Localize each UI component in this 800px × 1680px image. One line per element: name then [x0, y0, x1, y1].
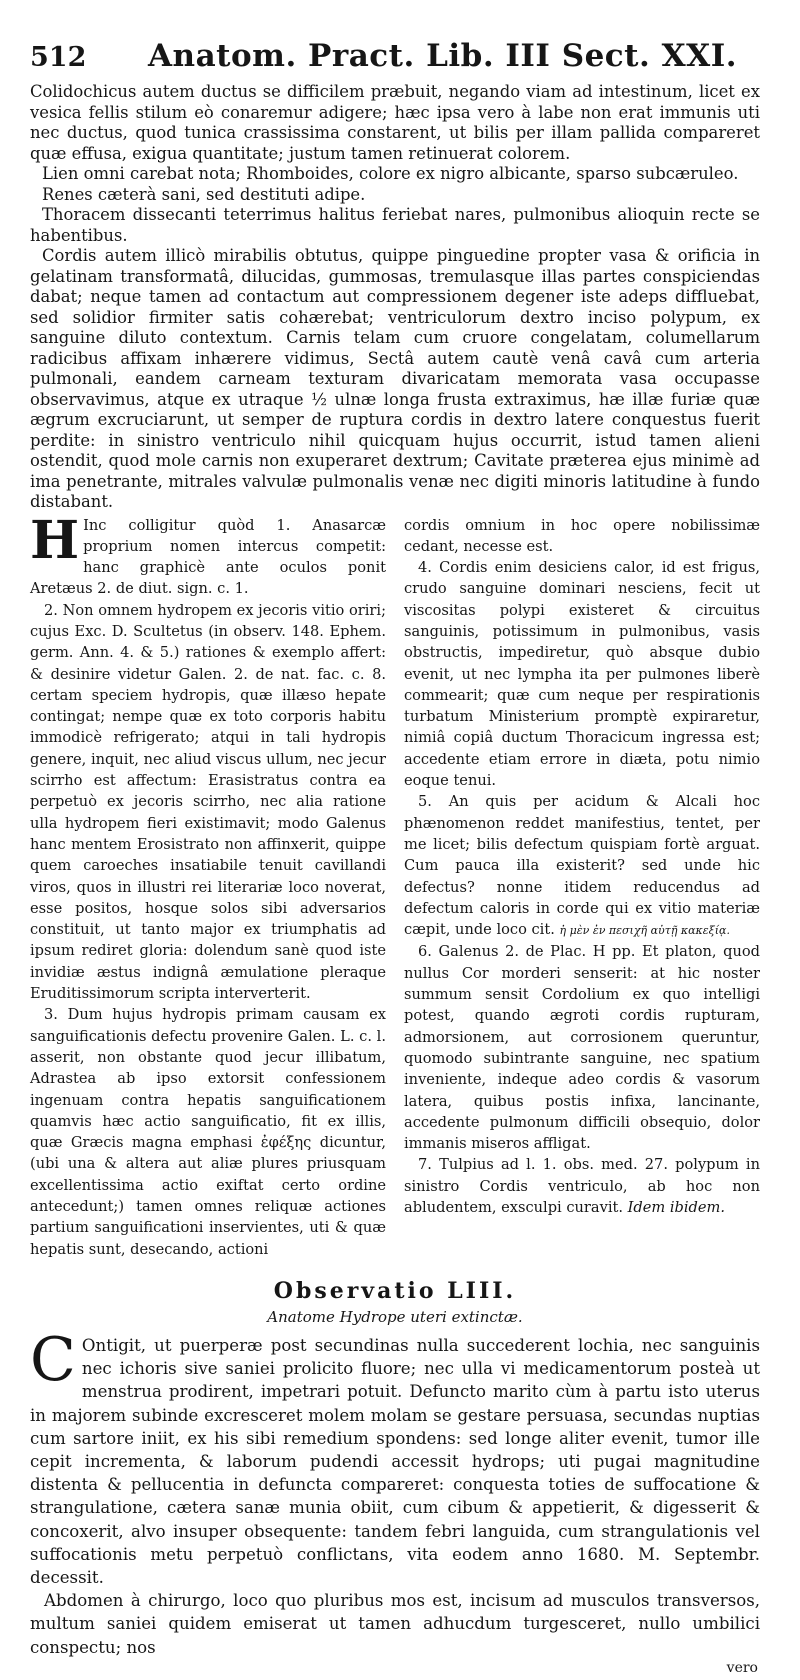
- left-para-1-text: Inc colligitur quòd 1. Anasarcæ proprium nomen intercus competit: hanc graphicè ante oculos ponit Aretæus 2. de diut. sign. c. 1.: [30, 516, 386, 598]
- right-para-3: [404, 791, 760, 941]
- right-para-3-text: 5. An quis per acidum & Alcali hoc phænomenon reddet manifestius, tentet, per me licet; bilis defectum quispiam fortè arguat. Cum pauca illa existerit? sed unde hic defectus? nonne itidem reducendus ad defectum caloris in corde qui ex vitio materiæ cæpit, unde loco cit.: [404, 793, 760, 939]
- observation-para-1: [30, 1324, 760, 1589]
- running-title: Anatom. Pract. Lib. III Sect. XXI.: [148, 38, 737, 74]
- right-para-2: 4. Cordis enim desiciens calor, id est frigus, crudo sanguine dominari nesciens, fecit ut viscositas polypi existeret & circuitus sanguinis, potissimum in pulmonibus, vasis obstructis, impediretur, quò absque dubio evenit, ut nec lympha ita per pulmones liberè commearit; quæ cum neque per respirationis turbatum Ministerium promptè expiraretur, nimiâ copiâ ductum Thoracicum ingressa est; accedente etiam errore in diæta, potu nimio eoque tenui.: [404, 559, 760, 790]
- paragraph-cordis: Cordis autem illicò mirabilis obtutus, quippe pinguedine propter vasa & orificia in gelatinam transformatâ, dilucidas, gummosas, tremulasque illas partes conspiciendas dabat; neque tamen ad contactum aut compressionem degener iste adeps diffluebat, sed solidior firmiter satis cohærebat; ventriculorum dextro inciso polypum, ex sanguine diluto contextum. Carnis telam cum cruore congelatam, columellarum radicibus affixam inhærere vidimus, Sectâ autem cautè venâ cavâ cum arteria pulmonali, eandem carneam texturam divaricatam memorata vasa occupasse observavimus, atque ex utraque ½ ulnæ longa frusta extraximus, hæ illæ furiæ quæ ægrum excruciarunt, ut semper de ruptura cordis in dextro latere conquestus fuerit perdite: in sinistro ventriculo nihil quicquam hujus occurrit, istud tamen alieni ostendit, quod mole carnis non exuperaret dextrum; Cavitate præterea ejus minimè ad ima penetrante, mitrales valvulæ pulmonalis venæ nec digiti minoris latitudine à fundo distabant.: [30, 246, 760, 511]
- left-para-2: 2. Non omnem hydropem ex jecoris vitio oriri; cujus Exc. D. Scultetus (in observ. 148. Ephem. germ. Ann. 4. & 5.) rationes & exemplo affert: & desinire videtur Galen. 2. de nat. fac. c. 8. certam speciem hydropis, quæ illæso hepate contingat; nempe quæ ex toto corporis habitu immodicè refrigerato; atqui in tali hydropis genere, inquit, nec aliud viscus ullum, nec jecur scirrho est affectum: Erasistratus contra ea perpetuò ex jecoris scirrho, nec alia ratione ulla hydropem fieri existimavit; modo Galenus hanc mentem Erosistrato non affinxerit, quippe quem caroeches insatiabile tenuit cavillandi viros, quos in illustri rei literariæ loco noverat, esse positos, hosque solos sibi adversarios constituit, ut tanto major ex triumphatis ad ipsum rediret gloria: dolendum sanè quod iste invidiæ æstus indignâ æmulatione pleraque Eruditissimorum scripta interverterit.: [30, 601, 386, 1003]
- idem-ibidem: Idem ibidem.: [627, 1199, 726, 1216]
- dropcap-c: C: [30, 1324, 76, 1395]
- right-column: [404, 515, 760, 1260]
- observation-para-2: Abdomen à chirurgo, loco quo pluribus mos est, incisum ad musculos transversos, multum saniei quidem emiserat ut tamen adhucdum turgesceret, nullo umbilici conspectu; nos: [30, 1591, 760, 1657]
- observation-heading: Observatio LIII.: [273, 1277, 517, 1304]
- right-para-5: [404, 1154, 760, 1218]
- right-para-4: 6. Galenus 2. de Plac. H pp. Et platon, quod nullus Cor morderi senserit: at hic noster summum sensit Cordolium ex quo intelligi potest, quando ægroti cordis rupturam, admorsionem, aut corrosionem queruntur, quomodo subintrante sanguine, nec spatium inveniente, indeque adeo cordis & vasorum latera, quibus postis infixa, lancinante, accedente pulmonum difficili obsequio, dolor immanis miseros affligat.: [404, 943, 760, 1153]
- greek-quote: ἡ μὲν ἐν πεσιχῆ αὐτῇ κακεξίᾳ.: [559, 924, 730, 938]
- dropcap-h: H: [30, 509, 80, 571]
- two-column-section: [30, 509, 760, 1260]
- paragraph-renes: Renes cæterà sani, sed destituti adipe.: [42, 184, 366, 204]
- left-para-3: 3. Dum hujus hydropis primam causam ex sanguificationis defectu provenire Galen. L. c. l. asserit, non obstante quod jecur illibatum, Adrastea ab ipso extorsit confessionem ingenuam contra hepatis sanguificationem quamvis hæc actio sanguificatio, fit ex illis, quæ Græcis magna emphasi ἐφέξης dicuntur, (ubi una & altera aut aliæ plures priusquam excellentissima actio exiftat certo ordine antecedunt;) tamen omnes reliquæ actiones partium sanguificationi inservientes, uti & quæ hepatis sunt, desecando, actioni: [30, 1006, 386, 1258]
- right-para-5-text: 7. Tulpius ad l. 1. obs. med. 27. polypum in sinistro Cordis ventriculo, ab hoc non abludentem, exsculpi curavit.: [404, 1156, 760, 1216]
- left-para-1: [30, 509, 386, 600]
- right-para-1: cordis omnium in hoc opere nobilissimæ cedant, necesse est.: [404, 516, 760, 555]
- observation-subtitle: Anatome Hydrope uteri extinctæ.: [267, 1307, 523, 1326]
- page-number: 512: [30, 42, 87, 73]
- running-head: [30, 38, 760, 78]
- top-text-block: [30, 82, 760, 513]
- paragraph-lien: Lien omni carebat nota; Rhomboides, colore ex nigro albicante, sparso subcæruleo.: [42, 164, 739, 183]
- paragraph-thoracem: Thoracem dissecanti teterrimus halitus feriebat nares, pulmonibus alioquin recte se habentibus.: [30, 205, 760, 245]
- paragraph-colidochicus: Colidochicus autem ductus se difficilem præbuit, negando viam ad intestinum, licet ex vesica fellis stilum eò conaremur adigere; hæc ipsa vero à labe non erat immunis uti nec ductus, quod tunica crassissima constarent, ut bilis per illam pallida compareret quæ effusa, exigua quantitate; justum tamen retinuerat colorem.: [30, 82, 760, 163]
- left-column: [30, 509, 386, 1260]
- catchword: vero: [726, 1659, 758, 1676]
- observation-para-1-text: Ontigit, ut puerperæ post secundinas nulla succederent lochia, nec sanguinis nec ichoris sive saniei prolicito fluore; nec ulla vi medicamentorum posteà ut menstrua prodirent, impetrari potuit. Defuncto marito cùm à partu isto uterus in majorem subinde excresceret molem molam se gestare persuasa, secundas nuptias cum sartore iniit, ex his sibi remedium spondens: sed longe aliter evenit, tumor ille cepit incrementa, & laborum pudendi accessit hydrops; uti pugai magnitudine distenta & pellucentia in defuncta compareret: conquesta toties de suffocatione & strangulatione, cætera sanæ munia obiit, cum cibum & appetierit, & digesserit & concoxerit, alvo insuper obsequente: tandem febri languida, cum strangulationis vel suffocationis metu perpetuò conflictans, vita eodem anno 1680. M. Septembr. decessit.: [30, 1335, 760, 1587]
